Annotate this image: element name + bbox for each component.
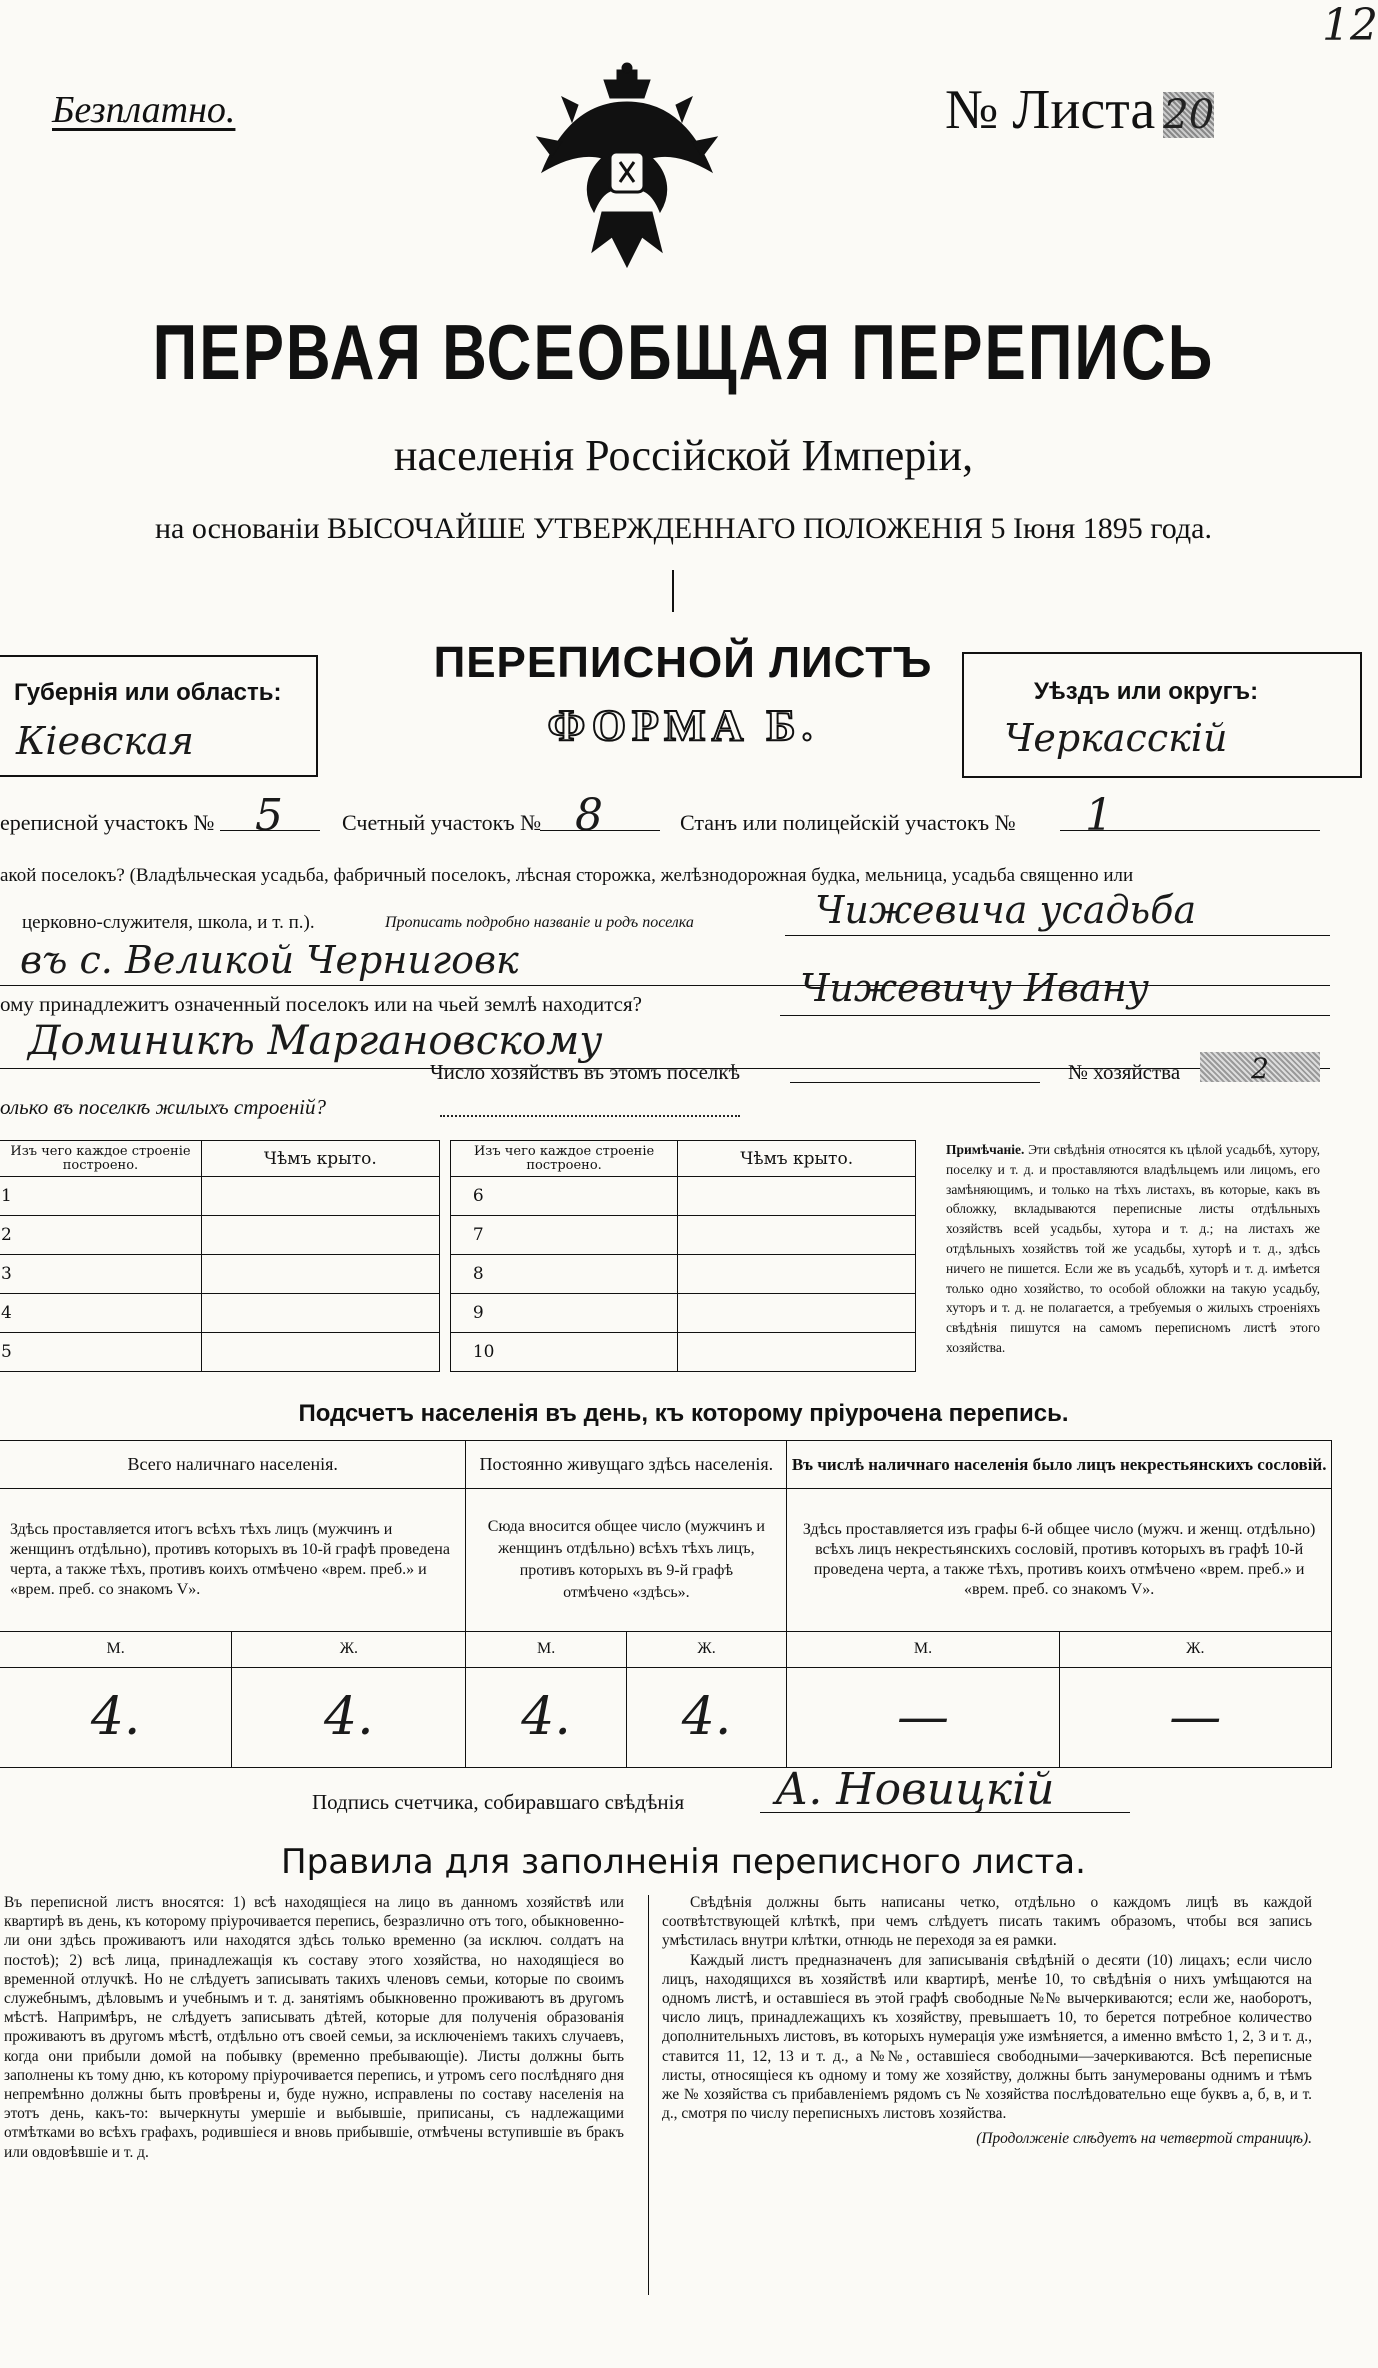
population-value: 4. bbox=[232, 1667, 466, 1767]
buildings-col-roof-right: Чѣмъ крыто. bbox=[678, 1141, 916, 1177]
free-label: Безплатно. bbox=[52, 89, 236, 131]
form-name: ФОРМА Б. bbox=[547, 701, 819, 750]
buildings-row-number: 1 bbox=[0, 1177, 201, 1216]
owner-label: ому принадлежитъ означенный поселокъ или на чьей землѣ находится? bbox=[0, 992, 642, 1016]
settlement-line-1 bbox=[785, 935, 1330, 936]
population-value: 4. bbox=[626, 1667, 786, 1767]
owner-value-1: Чижевичу Ивану bbox=[800, 966, 1149, 1010]
population-col1-text: Здѣсь проставляется итогъ всѣхъ тѣхъ лицъ (мужчинъ и женщинъ отдѣльно), противъ которыхъ въ 10-й графѣ проведена черта, а также тѣхъ, противъ коихъ отмѣчено «врем. преб.» и «врем. преб. со знакомъ V». bbox=[0, 1489, 466, 1631]
buildings-row bbox=[0, 1216, 916, 1255]
population-col1-title: Всего наличнаго населенія. bbox=[0, 1441, 466, 1489]
population-f-label: Ж. bbox=[626, 1631, 786, 1667]
note-text: Эти свѣдѣнія относятся къ цѣлой усадьбѣ, хутору, поселку и т. д. и проставляются владѣльцемъ или лицомъ, его замѣняющимъ, и только на тѣхъ листахъ, въ которые, какъ въ обложку, вкладываются переписные листы отдѣльныхъ хозяйствъ всей усадьбы, хутора и т. д.; на листахъ же отдѣльныхъ хозяйствъ той же усадьбы, хуторѣ и т. д., здѣсь ничего не пишется. Если же въ усадьбѣ, хуторѣ и т. д. имѣется только одно хозяйство, то особой обложки на такую усадьбу, хуторъ и т. д. не полагается, а требуемыя о жилыхъ строеніяхъ свѣдѣнія пишутся на самомъ переписномъ листѣ этого хозяйства. bbox=[946, 1142, 1320, 1355]
population-m-label: М. bbox=[466, 1631, 626, 1667]
settlement-label-2: церковно-служителя, школа, и т. п.). bbox=[22, 912, 315, 933]
note-block bbox=[946, 1140, 1320, 1358]
district-value: Черкасскій bbox=[1004, 716, 1228, 760]
divider bbox=[672, 570, 674, 612]
buildings-row-number: 7 bbox=[450, 1216, 677, 1255]
sheet-number-value: 20 bbox=[1163, 92, 1215, 138]
population-value: — bbox=[787, 1667, 1059, 1767]
population-m-label: М. bbox=[787, 1631, 1059, 1667]
population-heading: Подсчетъ населенія въ день, къ которому пріурочена перепись. bbox=[298, 1400, 1069, 1427]
rules-right-paragraph-2: Каждый листъ предназначенъ для записыванія свѣдѣній о десяти (10) лицахъ; если число лицъ, находящихся въ хозяйствѣ или квартирѣ, менѣе 10, то свѣдѣнія о нихъ умѣщаются на одномъ листѣ, и оставшіеся въ этой графѣ свободные №№ вычеркиваются; если же, наоборотъ, число лицъ, принадлежащихъ къ хозяйству, превышаетъ 10, то берется потребное количество дополнительныхъ листовъ, въ которыхъ нумерація уже измѣняется, а именно вмѣсто 1, 2, 3 и т. д., ставится 11, 12, 13 и т. д., а №№, оставшіеся свободными—зачеркиваются. Всѣ переписные листы, относящіеся къ одному и тому же хозяйству, должны быть занумерованы однимъ и тѣмъ же № хозяйства съ прибавленіемъ рядомъ съ № хозяйства послѣдовательно еще буквъ а, б, в, и т. д., смотря по числу переписныхъ листовъ хозяйства. bbox=[662, 1951, 1312, 2123]
sheet-title: ПЕРЕПИСНОЙ ЛИСТЪ bbox=[433, 638, 933, 687]
households-label: Число хозяйствъ въ этомъ поселкѣ bbox=[430, 1060, 740, 1084]
buildings-row-number: 10 bbox=[450, 1333, 677, 1372]
counting-section-label: Счетный участокъ № bbox=[342, 810, 542, 835]
legal-basis: на основаніи ВЫСОЧАЙШЕ УТВЕРЖДЕННАГО ПОЛОЖЕНІЯ 5 Іюня 1895 года. bbox=[155, 512, 1212, 545]
owner-line-1 bbox=[780, 1015, 1330, 1016]
settlement-value-1: Чижевича усадьба bbox=[815, 888, 1197, 932]
population-value: — bbox=[1059, 1667, 1331, 1767]
buildings-row bbox=[0, 1255, 916, 1294]
district-box bbox=[962, 652, 1362, 778]
province-value: Кіевская bbox=[16, 719, 194, 763]
buildings-row-number: 9 bbox=[450, 1294, 677, 1333]
population-table bbox=[0, 1440, 1332, 1768]
sheet-number bbox=[945, 78, 1214, 142]
rules-heading: Правила для заполненія переписного листа. bbox=[281, 1842, 1086, 1882]
households-line bbox=[790, 1082, 1040, 1083]
population-value: 4. bbox=[466, 1667, 626, 1767]
census-section-label: ереписной участокъ № bbox=[0, 810, 215, 835]
buildings-row-number: 5 bbox=[0, 1333, 201, 1372]
settlement-hint: Прописать подробно названіе и родъ поселка bbox=[385, 914, 694, 931]
population-col3-title: Въ числѣ наличнаго населенія было лицъ некрестьянскихъ сословій. bbox=[787, 1441, 1332, 1489]
province-box bbox=[0, 655, 318, 777]
signature-label: Подпись счетчика, собиравшаго свѣдѣнія bbox=[312, 1790, 685, 1814]
buildings-table bbox=[0, 1140, 916, 1372]
buildings-row-number: 4 bbox=[0, 1294, 201, 1333]
buildings-row bbox=[0, 1294, 916, 1333]
rules-divider bbox=[648, 1895, 649, 2295]
buildings-row bbox=[0, 1177, 916, 1216]
rules-right-column bbox=[662, 1893, 1312, 2149]
page-subtitle: населенія Россійской Имперіи, bbox=[393, 431, 974, 480]
rules-right-paragraph-1: Свѣдѣнія должны быть написаны четко, отдѣльно о каждомъ лицѣ въ каждой соотвѣтствующей клѣткѣ, при чемъ слѣдуетъ писать такимъ образомъ, чтобы вся запись умѣстилась внутри клѣтки, отнюдь не переходя за ея рамки. bbox=[662, 1894, 1312, 1950]
buildings-row-number: 2 bbox=[0, 1216, 201, 1255]
buildings-dots bbox=[440, 1115, 740, 1117]
population-col2-title: Постоянно живущаго здѣсь населенія. bbox=[466, 1441, 787, 1489]
owner-value-2: Доминикѣ Маргановскому bbox=[28, 1018, 603, 1064]
sheet-number-label: № Листа bbox=[945, 79, 1156, 141]
imperial-eagle-emblem bbox=[532, 62, 722, 272]
buildings-row bbox=[0, 1333, 916, 1372]
settlement-value-2: въ с. Великой Черниговк bbox=[20, 938, 519, 982]
province-label: Губернія или область: bbox=[14, 679, 282, 706]
buildings-row-number: 6 bbox=[450, 1177, 677, 1216]
population-value: 4. bbox=[0, 1667, 232, 1767]
buildings-col-material-left: Изъ чего каждое строеніе построено. bbox=[0, 1141, 201, 1177]
note-lead: Примѣчаніе. bbox=[946, 1142, 1025, 1157]
rules-continued: (Продолженіе слѣдуетъ на четвертой страницѣ). bbox=[976, 2130, 1312, 2148]
buildings-row-number: 3 bbox=[0, 1255, 201, 1294]
household-no-label: № хозяйства bbox=[1068, 1060, 1181, 1084]
district-label: Уѣздъ или округъ: bbox=[1034, 678, 1259, 705]
signature-value: А. Новицкій bbox=[775, 1764, 1055, 1815]
census-section-value: 5 bbox=[255, 790, 283, 841]
corner-number: 12 bbox=[1322, 0, 1378, 51]
population-m-label: М. bbox=[0, 1631, 232, 1667]
rules-left-column: Въ переписной листъ вносятся: 1) всѣ находящіеся на лицо въ данномъ хозяйствѣ или квартирѣ въ день, къ которому пріурочивается перепись, безразлично отъ того, обыкновенно-ли они здѣсь проживаютъ или находятся здѣсь только временно (за исключ. солдатъ на постоѣ); 2) всѣ лица, принадлежащія къ составу этого хозяйства, но находящіеся во временной отлучкѣ. Но не слѣдуетъ записывать такихъ членовъ семьи, которые по своимъ служебнымъ, дѣловымъ и учебнымъ и т. д. занятіямъ обыкновенно проживаютъ въ другомъ мѣстѣ. Напримѣръ, не слѣдуетъ записывать дѣтей, которые для полученія образованія проживаютъ въ другомъ мѣстѣ, отдѣльно отъ своей семьи, за исключеніемъ такихъ случаевъ, когда они прибыли домой на побывку (временно пребывающіе). Листы должны быть заполнены къ тому дню, къ которому пріурочивается перепись, и утромъ сего послѣдняго дня непремѣнно должны быть провѣрены и, буде нужно, исправлены по составу населенія на этотъ день, какъ-то: вычеркнуты умершіе и выбывшіе, приписаны, съ надлежащими отмѣтками во всѣхъ графахъ, родившіеся и вновь прибывшіе, отмѣчены вступившіе въ бракъ или овдовѣвшіе и т. д. bbox=[4, 1894, 624, 2161]
page-title: ПЕРВАЯ ВСЕОБЩАЯ ПЕРЕПИСЬ bbox=[152, 310, 1215, 397]
police-section-label: Станъ или полицейскій участокъ № bbox=[680, 810, 1016, 835]
population-col3-text: Здѣсь проставляется изъ графы 6-й общее число (мужч. и женщ. отдѣльно) всѣхъ лицъ некрестьянскихъ сословій, противъ которыхъ въ графѣ 10-й проведена черта, а также тѣхъ, противъ коихъ отмѣчено «врем. преб.» и «врем. преб. со знакомъ V». bbox=[787, 1489, 1332, 1631]
counting-section-value: 8 bbox=[575, 790, 603, 841]
population-col2-text: Сюда вносится общее число (мужчинъ и женщинъ отдѣльно) всѣхъ тѣхъ лицъ, противъ которыхъ въ 9-й графѣ отмѣчено «здѣсь». bbox=[466, 1489, 787, 1631]
buildings-label: олько въ поселкѣ жилыхъ строеній? bbox=[0, 1095, 326, 1119]
population-f-label: Ж. bbox=[232, 1631, 466, 1667]
buildings-col-material-right: Изъ чего каждое строеніе построено. bbox=[450, 1141, 677, 1177]
settlement-label: акой поселокъ? (Владѣльческая усадьба, фабричный поселокъ, лѣсная сторожка, желѣзнодорожная будка, мельница, усадьба священно или bbox=[0, 865, 1134, 886]
population-f-label: Ж. bbox=[1059, 1631, 1331, 1667]
buildings-row-number: 8 bbox=[450, 1255, 677, 1294]
buildings-col-roof-left: Чѣмъ крыто. bbox=[201, 1141, 439, 1177]
household-no-value: 2 bbox=[1200, 1052, 1320, 1082]
police-section-value: 1 bbox=[1085, 790, 1113, 841]
